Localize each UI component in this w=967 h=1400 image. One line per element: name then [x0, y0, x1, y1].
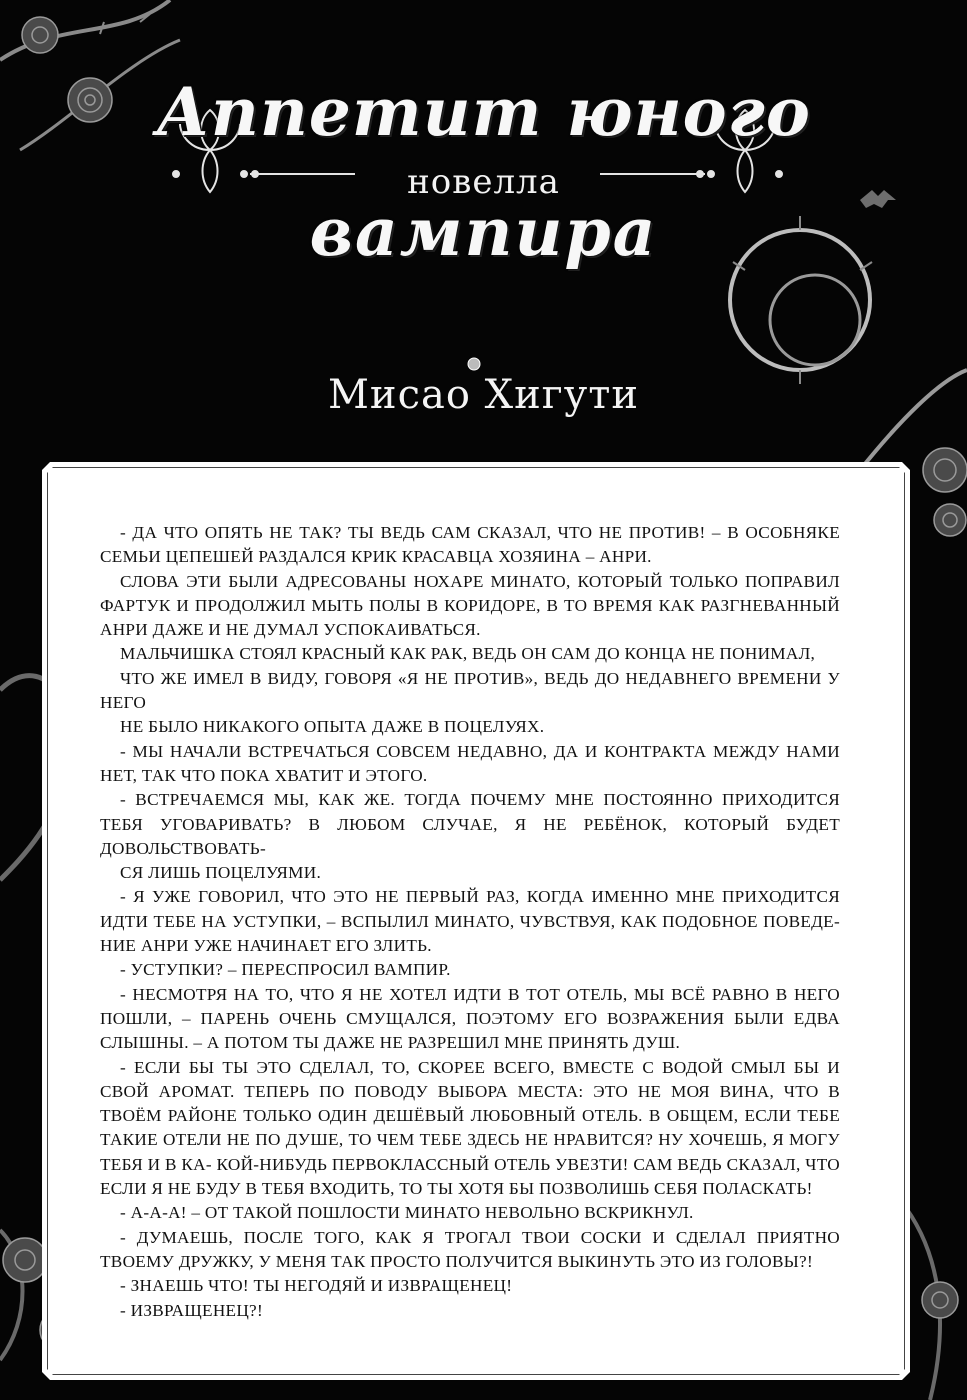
paragraph: - А-А-А! – ОТ ТАКОЙ ПОШЛОСТИ МИНАТО НЕВОЛЬНО ВСКРИКНУЛ. [120, 1203, 694, 1223]
paragraph: - ЕСЛИ БЫ ТЫ ЭТО СДЕЛАЛ, ТО, СКОРЕЕ ВСЕГО, ВМЕСТЕ С ВОДОЙ СМЫЛ БЫ И СВОЙ АРОМАТ. ТЕПЕРЬ ПО ПОВОДУ ВЫБОРА МЕСТА: ЭТО НЕ МОЯ ВИНА, ЧТО В ТВОЁМ РАЙОНЕ ТОЛЬКО ОДИН ДЕШЁВЫЙ ЛЮБОВНЫЙ ОТЕЛЬ. В ОБЩЕМ, ЕСЛИ ТЕБЕ ТАКИЕ ОТЕЛИ НЕ ПО ДУШЕ, ТО ЧЕМ ТЕБЕ ЗДЕСЬ НЕ НРАВИТСЯ? НУ ХОЧЕШЬ, Я МОГУ ТЕБЯ И В КА- КОЙ-НИБУДЬ ПЕРВОКЛАССНЫЙ ОТЕЛЬ УВЕЗТИ! САМ ВЕДЬ СКАЗАЛ, ЧТО ЕСЛИ Я НЕ БУДУ В ТЕБЯ ВХОДИТЬ, ТО ТЫ ХОТЯ БЫ ПОЗВОЛИШЬ СЕБЯ ПОЛАСКАТЬ! [100, 1057, 840, 1199]
title-subtitle: новелла [407, 162, 560, 202]
title-line-1: Аппетит юного [156, 73, 811, 151]
author-name: Мисао Хигути [327, 372, 640, 418]
paragraph: - ДА ЧТО ОПЯТЬ НЕ ТАК? ТЫ ВЕДЬ САМ СКАЗАЛ, ЧТО НЕ ПРОТИВ! – В ОСОБНЯКЕ СЕМЬИ ЦЕПЕШЕЙ РАЗДАЛСЯ КРИК КРАСАВЦА ХОЗЯИНА – АНРИ. [100, 523, 840, 567]
paragraph: - ЗНАЕШЬ ЧТО! ТЫ НЕГОДЯЙ И ИЗВРАЩЕНЕЦ! [120, 1276, 513, 1296]
title-line-2: вампира [309, 193, 658, 271]
paragraph: ЧТО ЖЕ ИМЕЛ В ВИДУ, ГОВОРЯ «Я НЕ ПРОТИВ», ВЕДЬ ДО НЕДАВНЕГО ВРЕМЕНИ У НЕГО [100, 668, 840, 713]
paragraph: НЕ БЫЛО НИКАКОГО ОПЫТА ДАЖЕ В ПОЦЕЛУЯХ. [120, 717, 545, 737]
paragraph: - ВСТРЕЧАЕМСЯ МЫ, КАК ЖЕ. ТОГДА ПОЧЕМУ МНЕ ПОСТОЯННО ПРИХОДИТСЯ ТЕБЯ УГОВАРИВАТЬ? В ЛЮБОМ СЛУЧАЕ, Я НЕ РЕБЁНОК, КОТОРЫЙ БУДЕТ ДОВОЛЬСТВОВАТЬ- [100, 790, 840, 858]
body-text [100, 521, 840, 1323]
paragraph: СЯ ЛИШЬ ПОЦЕЛУЯМИ. [120, 863, 322, 883]
paragraph: МАЛЬЧИШКА СТОЯЛ КРАСНЫЙ КАК РАК, ВЕДЬ ОН САМ ДО КОНЦА НЕ ПОНИМАЛ, [120, 644, 816, 664]
paragraph: - ИЗВРАЩЕНЕЦ?! [120, 1300, 263, 1320]
paragraph: - НЕСМОТРЯ НА ТО, ЧТО Я НЕ ХОТЕЛ ИДТИ В ТОТ ОТЕЛЬ, МЫ ВСЁ РАВНО В НЕГО ПОШЛИ, – ПАРЕНЬ ОЧЕНЬ СМУЩАЛСЯ, ПОЭТОМУ ЕГО ВОЗРАЖЕНИЯ БЫЛИ ЕДВА СЛЫШНЫ. – А ПОТОМ ТЫ ДАЖЕ НЕ РАЗРЕШИЛ МНЕ ПРИНЯТЬ ДУШ. [100, 984, 840, 1053]
paragraph: СЛОВА ЭТИ БЫЛИ АДРЕСОВАНЫ НОХАРЕ МИНАТО, КОТОРЫЙ ТОЛЬКО ПОПРАВИЛ ФАРТУК И ПРОДОЛЖИЛ МЫТЬ ПОЛЫ В КОРИДОРЕ, В ТО ВРЕМЯ КАК РАЗГНЕВАННЫЙ АНРИ ДАЖЕ И НЕ ДУМАЛ УСПОКАИВАТЬСЯ. [100, 571, 840, 640]
paragraph: - Я УЖЕ ГОВОРИЛ, ЧТО ЭТО НЕ ПЕРВЫЙ РАЗ, КОГДА ИМЕННО МНЕ ПРИХОДИТСЯ ИДТИ ТЕБЕ НА УСТУПКИ, – ВСПЫЛИЛ МИНАТО, ЧУВСТВУЯ, КАК ПОДОБНОЕ ПОВЕДЕ- НИЕ АНРИ УЖЕ НАЧИНАЕТ ЕГО ЗЛИТЬ. [100, 887, 840, 956]
paragraph: - УСТУПКИ? – ПЕРЕСПРОСИЛ ВАМПИР. [120, 960, 451, 980]
paragraph: - ДУМАЕШЬ, ПОСЛЕ ТОГО, КАК Я ТРОГАЛ ТВОИ СОСКИ И СДЕЛАЛ ПРИЯТНО ТВОЕМУ ДРУЖКУ, У МЕНЯ ТАК ПРОСТО ПОЛУЧИТСЯ ВЫКИНУТЬ ЭТО ИЗ ГОЛОВЫ?! [100, 1227, 840, 1271]
paragraph: - МЫ НАЧАЛИ ВСТРЕЧАТЬСЯ СОВСЕМ НЕДАВНО, ДА И КОНТРАКТА МЕЖДУ НАМИ НЕТ, ТАК ЧТО ПОКА ХВАТИТ И ЭТОГО. [100, 741, 840, 785]
